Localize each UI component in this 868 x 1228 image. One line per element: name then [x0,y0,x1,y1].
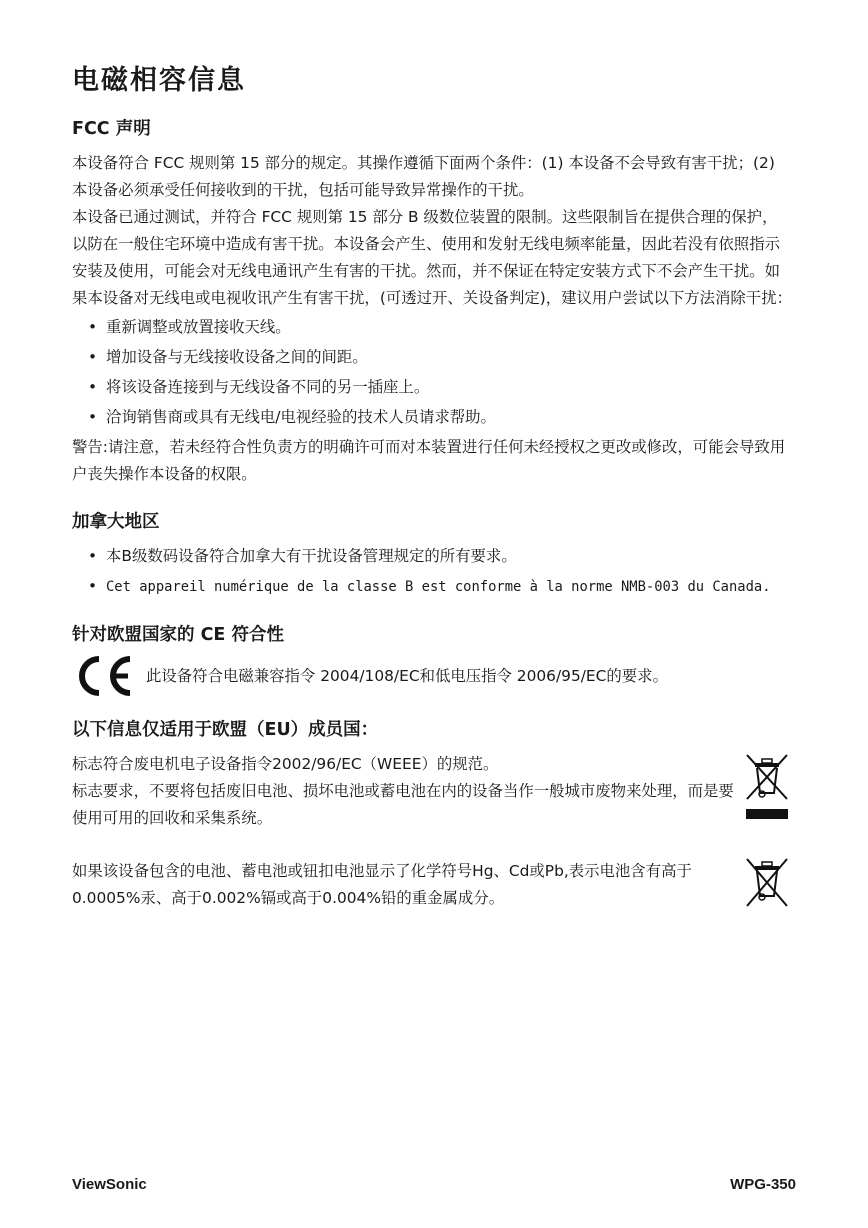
ce-mark-icon [72,656,134,696]
crossed-bin-icon [744,751,790,823]
ce-text: 此设备符合电磁兼容指令 2004/108/EC和低电压指令 2006/95/EC的要求。 [146,666,668,685]
list-item-text: 增加设备与无线接收设备之间的间距。 [106,348,368,366]
list-item-text: 洽询销售商或具有无线电/电视经验的技术人员请求帮助。 [106,408,496,426]
document-page [72,58,792,914]
fcc-paragraph-1: 本设备符合 FCC 规则第 15 部分的规定。其操作遵循下面两个条件：(1) 本设备不会导致有害干扰；(2) 本设备必须承受任何接收到的干扰，包括可能导致异常操作的干扰。 [72,154,775,199]
footer-model: WPG-350 [730,1176,796,1193]
list-item-text: 重新调整或放置接收天线。 [106,318,291,336]
fcc-bullet-list [72,314,792,431]
eu-heading: 以下信息仅适用于欧盟（EU）成员国： [72,720,379,740]
battery-icon-group [744,858,792,914]
bullet-icon: • [88,408,98,426]
list-item [72,404,792,431]
page-title: 电磁相容信息 [72,65,246,96]
eu-paragraph-1: 标志符合废电机电子设备指令2002/96/EC（WEEE）的规范。 [72,755,499,773]
bullet-icon: • [88,318,98,336]
list-item [72,543,792,570]
canada-heading: 加拿大地区 [72,512,160,532]
crossed-bin-icon [744,858,790,910]
weee-block [72,751,792,832]
eu-paragraph-2: 标志要求，不要将包括废旧电池、损坏电池或蓄电池在内的设备当作一般城市废物来处理，而是要使用可用的回收和采集系统。 [72,782,734,827]
list-item-text: Cet appareil numérique de la classe B est conforme à la norme NMB-003 du Canada. [106,579,771,595]
list-item [72,374,792,401]
bullet-icon: • [88,547,98,565]
fcc-heading: FCC 声明 [72,119,151,139]
fcc-warning: 警告:请注意，若未经符合性负责方的明确许可而对本装置进行任何未经授权之更改或修改，可能会导致用户丧失操作本设备的权限。 [72,438,786,483]
weee-icon-group [744,751,792,827]
bullet-icon: • [88,577,98,595]
list-item-text: 将该设备连接到与无线设备不同的另一插座上。 [106,378,430,396]
list-item [72,573,792,601]
eu-paragraph-3: 如果该设备包含的电池、蓄电池或钮扣电池显示了化学符号Hg、Cd或Pb,表示电池含有高于0.0005%汞、高于0.002%镉或高于0.004%铅的重金属成分。 [72,862,692,907]
bullet-icon: • [88,378,98,396]
list-item-text: 本B级数码设备符合加拿大有干扰设备管理规定的所有要求。 [106,547,517,565]
bullet-icon: • [88,348,98,366]
battery-block [72,858,792,914]
footer-brand: ViewSonic [72,1176,147,1193]
list-item [72,344,792,371]
ce-statement [72,656,792,696]
fcc-paragraph-2: 本设备已通过测试，并符合 FCC 规则第 15 部分 B 级数位装置的限制。这些限制旨在提供合理的保护，以防在一般住宅环境中造成有害干扰。本设备会产生、使用和发射无线电频率能量，因此若没有依照指示安装及使用，可能会对无线电通讯产生有害的干扰。然而，并不保证在特定安装方式下不会产生干扰。如果本设备对无线电或电视收讯产生有害干扰，(可透过开、关设备判定)，建议用户尝试以下方法消除干扰： [72,208,792,307]
canada-bullet-list [72,543,792,601]
ce-heading: 针对欧盟国家的 CE 符合性 [72,625,284,645]
list-item [72,314,792,341]
